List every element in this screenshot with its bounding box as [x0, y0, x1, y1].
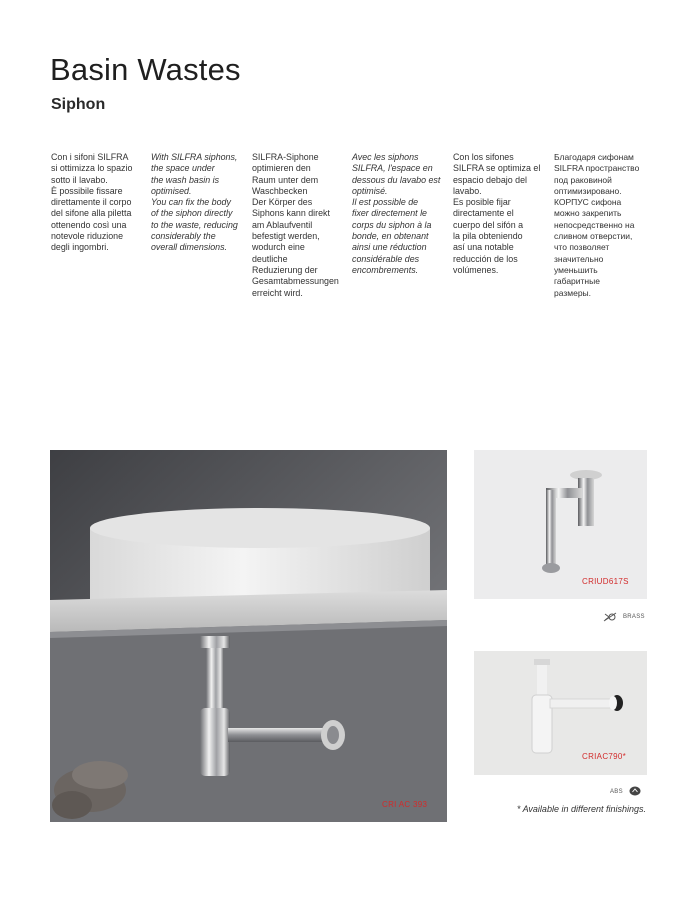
description-italian: Con i sifoni SILFRA si ottimizza lo spazio sotto il lavabo. È possibile fissare direttamente il corpo del sifone alla piletta ottenendo così una notevole riduzione degli ingombri.: [51, 152, 133, 253]
description-english: With SILFRA siphons, the space under the wash basin is optimised. You can fix the body of the siphon directly to the waste, reducing considerably the overall dimensions.: [151, 152, 238, 253]
description-spanish: Con los sifones SILFRA se optimiza el espacio debajo del lavabo. Es posible fijar directamente el cuerpo del sifón a la pila obteniendo así una notable reducción de los volúmenes.: [453, 152, 541, 275]
product-code-main: CRI AC 393: [382, 800, 428, 809]
material-label-abs: ABS: [610, 789, 623, 795]
description-german: SILFRA-Siphone optimieren den Raum unter dem Waschbecken Der Körper des Siphons kann direkt am Ablaufventil befestigt werden, wodurch eine deutliche Reduzierung der Gesamtabmessungen erreicht wird.: [252, 152, 339, 298]
product-photo-chrome-siphon: [474, 450, 647, 599]
product-photo-white-siphon: [474, 651, 647, 775]
page-subtitle: Siphon: [51, 96, 106, 113]
page-title: Basin Wastes: [50, 52, 241, 87]
main-product-photo: [50, 450, 447, 822]
recycle-badge-icon: [629, 786, 641, 796]
description-french: Avec les siphons SILFRA, l'espace en dessous du lavabo est optimisé. Il est possible de fixer directement le corps du siphon à la bonde, en obtenant ainsi une réduction considérable des encombrements.: [352, 152, 441, 275]
product-code-small-one: CRIUD617S: [582, 577, 629, 586]
no-magnet-icon: [603, 612, 617, 622]
product-code-small-two: CRIAC790*: [582, 752, 627, 761]
description-russian: Благодаря сифонам SILFRA пространство под раковиной оптимизировано. КОРПУС сифона можно закрепить непосредственно на сливном отверстии, что позволяет значительно уменьшить габаритные размеры.: [554, 152, 640, 298]
siphon-installation-illustration: [50, 450, 447, 822]
finishing-footnote: * Available in different finishings.: [516, 804, 646, 814]
material-label-brass: BRASS: [623, 614, 645, 620]
